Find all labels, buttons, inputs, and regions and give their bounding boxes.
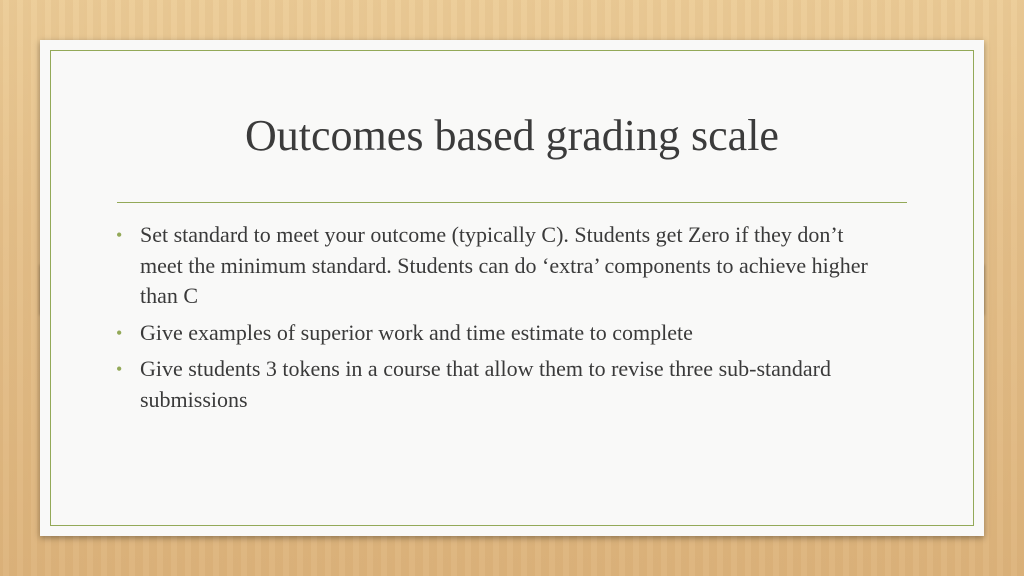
bullet-item xyxy=(116,318,876,349)
bullet-dot-icon: • xyxy=(116,322,123,343)
bullet-dot-icon: • xyxy=(116,359,123,379)
bullet-text: Give students 3 tokens in a course that allow them to revise three sub-standard submissions xyxy=(140,356,831,412)
bullet-text: Give examples of superior work and time estimate to complete xyxy=(140,319,693,345)
bullet-text: Set standard to meet your outcome (typically C). Students get Zero if they don’t meet the minimum standard. Students can do ‘extra’ components to achieve higher than C xyxy=(140,222,868,308)
bullet-item xyxy=(116,354,876,415)
slide-card xyxy=(40,40,984,536)
title-divider xyxy=(117,202,907,203)
bullet-item xyxy=(116,220,876,312)
bullet-list xyxy=(116,220,876,421)
bullet-dot-icon: • xyxy=(116,225,123,245)
slide-title: Outcomes based grading scale xyxy=(245,111,779,160)
